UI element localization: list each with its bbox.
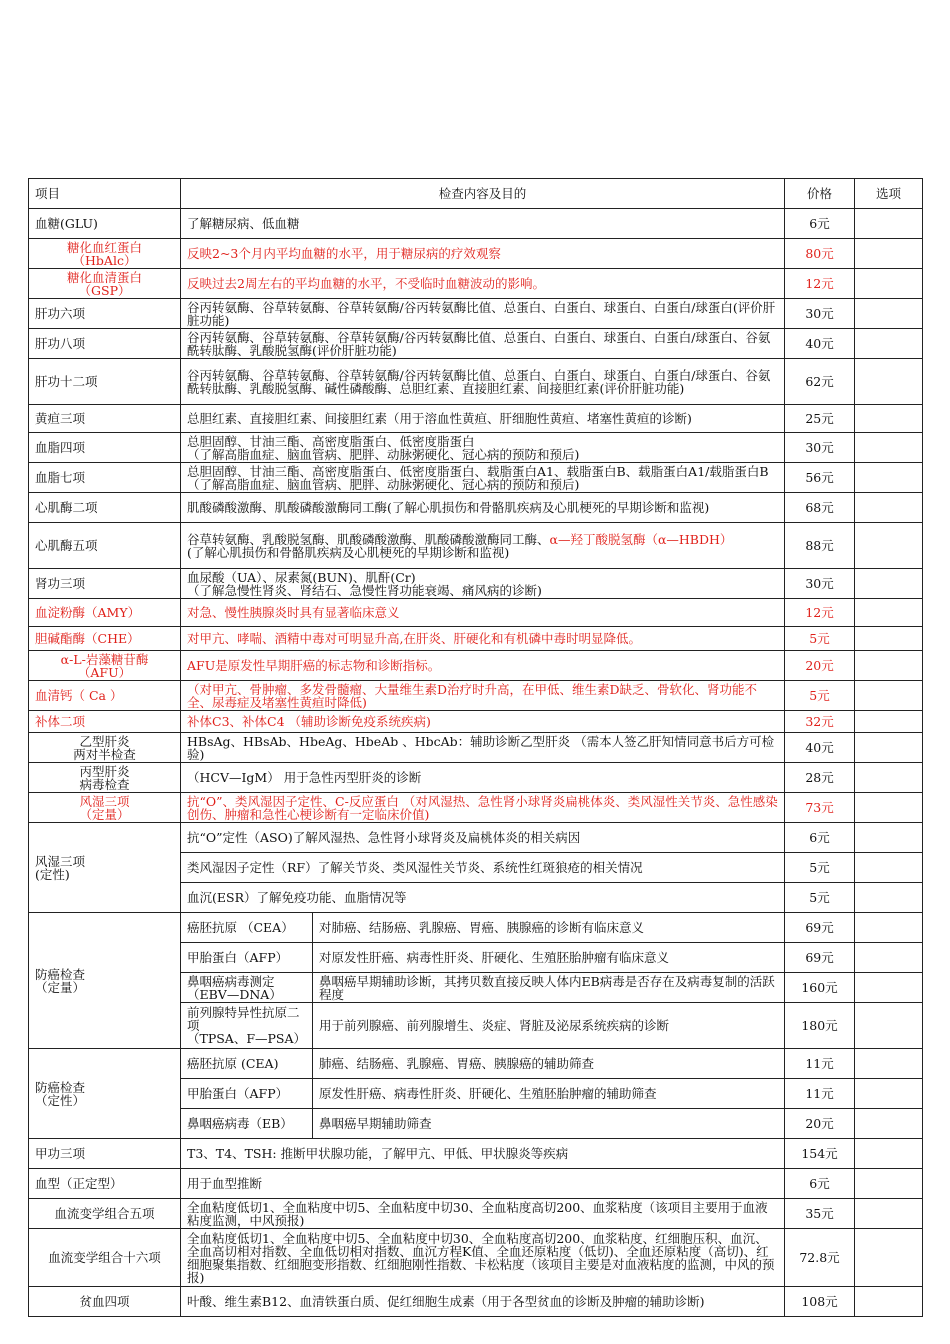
test-name: 鼻咽癌病毒测定 （EBV—DNA） (181, 973, 313, 1003)
test-name: 血脂七项 (29, 463, 181, 493)
table-row (29, 239, 923, 269)
option-cell[interactable] (855, 763, 923, 793)
option-cell[interactable] (855, 973, 923, 1003)
test-price: 108元 (785, 1287, 855, 1317)
test-name: 血糖(GLU) (29, 209, 181, 239)
header-price: 价格 (785, 179, 855, 209)
header-item: 项目 (29, 179, 181, 209)
test-name: 糖化血红蛋白 （HbAlc） (29, 239, 181, 269)
option-cell[interactable] (855, 405, 923, 433)
test-price: 180元 (785, 1003, 855, 1049)
test-price: 35元 (785, 1199, 855, 1229)
test-description: 用于血型推断 (181, 1169, 785, 1199)
test-description: 反映2~3个月内平均血糖的水平，用于糖尿病的疗效观察 (181, 239, 785, 269)
test-name: α-L-岩藻糖苷酶 （AFU） (29, 651, 181, 681)
table-row (29, 913, 923, 943)
test-name: 血流变学组合五项 (29, 1199, 181, 1229)
option-cell[interactable] (855, 269, 923, 299)
test-description: 抗“O”、类风湿因子定性、C-反应蛋白 （对风湿热、急性肾小球肾炎扁桃体炎、类风湿性关节炎、急性感染创伤、肿瘤和急性心梗诊断有一定临床价值) (181, 793, 785, 823)
table-row (29, 599, 923, 627)
option-cell[interactable] (855, 627, 923, 651)
test-description: 肌酸磷酸激酶、肌酸磷酸激酶同工酶(了解心肌损伤和骨骼肌疾病及心肌梗死的早期诊断和监视) (181, 493, 785, 523)
test-price: 25元 (785, 405, 855, 433)
table-row (29, 823, 923, 853)
option-cell[interactable] (855, 853, 923, 883)
table-row (29, 463, 923, 493)
option-cell[interactable] (855, 1287, 923, 1317)
test-name: 乙型肝炎 两对半检查 (29, 733, 181, 763)
table-row (29, 299, 923, 329)
test-price: 12元 (785, 269, 855, 299)
test-price: 30元 (785, 299, 855, 329)
group-name: 防癌检查 （定量） (29, 913, 181, 1049)
table-row (29, 209, 923, 239)
option-cell[interactable] (855, 239, 923, 269)
lab-test-table (28, 178, 923, 1317)
option-cell[interactable] (855, 493, 923, 523)
test-name: 肝功六项 (29, 299, 181, 329)
table-row (29, 627, 923, 651)
test-name: 糖化血清蛋白 （GSP） (29, 269, 181, 299)
test-price: 56元 (785, 463, 855, 493)
option-cell[interactable] (855, 711, 923, 733)
test-price: 12元 (785, 599, 855, 627)
test-description: 补体C3、补体C4 （辅助诊断免疫系统疾病) (181, 711, 785, 733)
option-cell[interactable] (855, 569, 923, 599)
option-cell[interactable] (855, 943, 923, 973)
test-description: 谷丙转氨酶、谷草转氨酶、谷草转氨酶/谷丙转氨酶比值、总蛋白、白蛋白、球蛋白、白蛋白/球蛋白(评价肝脏功能) (181, 299, 785, 329)
option-cell[interactable] (855, 1139, 923, 1169)
test-price: 72.8元 (785, 1229, 855, 1287)
test-price: 28元 (785, 763, 855, 793)
test-description: 总胆红素、直接胆红素、间接胆红素（用于溶血性黄疸、肝细胞性黄疸、堵塞性黄疸的诊断) (181, 405, 785, 433)
table-row (29, 1049, 923, 1079)
option-cell[interactable] (855, 651, 923, 681)
test-description: 抗“O”定性（ASO)了解风湿热、急性肾小球肾炎及扁桃体炎的相关病因 (181, 823, 785, 853)
test-price: 73元 (785, 793, 855, 823)
option-cell[interactable] (855, 1079, 923, 1109)
description-part: α—羟丁酸脱氢酶（α—HBDH） (549, 531, 733, 547)
test-description: 谷丙转氨酶、谷草转氨酶、谷草转氨酶/谷丙转氨酶比值、总蛋白、白蛋白、球蛋白、白蛋白/球蛋白、谷氨酰转肽酶、乳酸脱氢酶(评价肝脏功能) (181, 329, 785, 359)
test-name: 肝功十二项 (29, 359, 181, 405)
test-description: 对原发性肝癌、病毒性肝炎、肝硬化、生殖胚胎肿瘤有临床意义 (313, 943, 785, 973)
test-name: 甲胎蛋白（AFP） (181, 1079, 313, 1109)
option-cell[interactable] (855, 1229, 923, 1287)
table-row (29, 433, 923, 463)
test-description: 了解糖尿病、低血糖 (181, 209, 785, 239)
option-cell[interactable] (855, 681, 923, 711)
table-row (29, 1229, 923, 1287)
table-row (29, 523, 923, 569)
test-price: 154元 (785, 1139, 855, 1169)
header-option: 选项 (855, 179, 923, 209)
test-name: 血清钙（ Ca ） (29, 681, 181, 711)
option-cell[interactable] (855, 793, 923, 823)
table-row (29, 405, 923, 433)
test-price: 62元 (785, 359, 855, 405)
test-price: 40元 (785, 329, 855, 359)
table-row (29, 493, 923, 523)
test-name: 心肌酶二项 (29, 493, 181, 523)
test-description: 总胆固醇、甘油三酯、高密度脂蛋白、低密度脂蛋白 （了解高脂血症、脑血管病、肥胖、动脉粥硬化、冠心病的预防和预后) (181, 433, 785, 463)
test-name: 黄疸三项 (29, 405, 181, 433)
test-name: 胆碱酯酶（CHE） (29, 627, 181, 651)
option-cell[interactable] (855, 1169, 923, 1199)
table-row (29, 733, 923, 763)
option-cell[interactable] (855, 299, 923, 329)
test-price: 6元 (785, 209, 855, 239)
table-row (29, 1139, 923, 1169)
test-description: 血沉(ESR）了解免疫功能、血脂情况等 (181, 883, 785, 913)
test-price: 68元 (785, 493, 855, 523)
description-part: (了解心肌损伤和骨骼肌疾病及心肌梗死的早期诊断和监视) (187, 544, 510, 560)
test-name: 癌胚抗原 (CEA) (181, 1049, 313, 1079)
option-cell[interactable] (855, 1049, 923, 1079)
test-description: 对急、慢性胰腺炎时具有显著临床意义 (181, 599, 785, 627)
test-name: 鼻咽癌病毒（EB） (181, 1109, 313, 1139)
option-cell[interactable] (855, 1003, 923, 1049)
table-row (29, 651, 923, 681)
option-cell[interactable] (855, 523, 923, 569)
test-name: 贫血四项 (29, 1287, 181, 1317)
test-price: 30元 (785, 433, 855, 463)
test-name: 癌胚抗原 （CEA） (181, 913, 313, 943)
test-name: 风湿三项 （定量） (29, 793, 181, 823)
test-price: 5元 (785, 681, 855, 711)
table-row (29, 329, 923, 359)
test-price: 20元 (785, 1109, 855, 1139)
table-row (29, 711, 923, 733)
test-description: 类风湿因子定性（RF）了解关节炎、类风湿性关节炎、系统性红斑狼疮的相关情况 (181, 853, 785, 883)
test-description: 原发性肝癌、病毒性肝炎、肝硬化、生殖胚胎肿瘤的辅助筛查 (313, 1079, 785, 1109)
option-cell[interactable] (855, 1109, 923, 1139)
table-header-row (29, 179, 923, 209)
table-row (29, 1287, 923, 1317)
test-name: 血脂四项 (29, 433, 181, 463)
test-name: 补体二项 (29, 711, 181, 733)
test-name: 血淀粉酶（AMY） (29, 599, 181, 627)
test-description: 总胆固醇、甘油三酯、高密度脂蛋白、低密度脂蛋白、载脂蛋白A1、载脂蛋白B、载脂蛋白A1/载脂蛋白B（了解高脂血症、脑血管病、肥胖、动脉粥硬化、冠心病的预防和预后) (181, 463, 785, 493)
test-price: 5元 (785, 883, 855, 913)
test-price: 30元 (785, 569, 855, 599)
group-name: 风湿三项 (定性) (29, 823, 181, 913)
test-description: 叶酸、维生素B12、血清铁蛋白质、促红细胞生成素（用于各型贫血的诊断及肿瘤的辅助诊断) (181, 1287, 785, 1317)
test-price: 5元 (785, 627, 855, 651)
test-description: 用于前列腺癌、前列腺增生、炎症、肾脏及泌尿系统疾病的诊断 (313, 1003, 785, 1049)
table-row (29, 569, 923, 599)
option-cell[interactable] (855, 359, 923, 405)
option-cell[interactable] (855, 329, 923, 359)
test-name: 血型（正定型） (29, 1169, 181, 1199)
test-description: 肺癌、结肠癌、乳腺癌、胃癌、胰腺癌的辅助筛查 (313, 1049, 785, 1079)
table-row (29, 681, 923, 711)
test-description: 对肺癌、结肠癌、乳腺癌、胃癌、胰腺癌的诊断有临床意义 (313, 913, 785, 943)
option-cell[interactable] (855, 913, 923, 943)
test-name: 肝功八项 (29, 329, 181, 359)
test-price: 11元 (785, 1049, 855, 1079)
test-description: 谷丙转氨酶、谷草转氨酶、谷草转氨酶/谷丙转氨酶比值、总蛋白、白蛋白、球蛋白、白蛋白/球蛋白、谷氨酰转肽酶、乳酸脱氢酶、碱性磷酸酶、总胆红素、直接胆红素、间接胆红素(评价肝脏功能) (181, 359, 785, 405)
test-price: 11元 (785, 1079, 855, 1109)
test-name: 甲胎蛋白（AFP） (181, 943, 313, 973)
test-description: AFU是原发性早期肝癌的标志物和诊断指标。 (181, 651, 785, 681)
test-name: 血流变学组合十六项 (29, 1229, 181, 1287)
test-price: 160元 (785, 973, 855, 1003)
test-description: 全血粘度低切1、全血粘度中切5、全血粘度中切30、全血粘度高切200、血浆粘度（该项目主要用于血液粘度监测，中风预报) (181, 1199, 785, 1229)
header-content: 检查内容及目的 (181, 179, 785, 209)
option-cell[interactable] (855, 463, 923, 493)
test-name: 前列腺特异性抗原二项 （TPSA、F—PSA） (181, 1003, 313, 1049)
test-description (181, 523, 785, 569)
test-name: 肾功三项 (29, 569, 181, 599)
test-price: 5元 (785, 853, 855, 883)
test-price: 40元 (785, 733, 855, 763)
table-row (29, 763, 923, 793)
test-price: 6元 (785, 1169, 855, 1199)
test-description: 对甲亢、哮喘、酒精中毒对可明显升高,在肝炎、肝硬化和有机磷中毒时明显降低。 (181, 627, 785, 651)
option-cell[interactable] (855, 1199, 923, 1229)
table-row (29, 269, 923, 299)
test-description: （对甲亢、骨肿瘤、多发骨髓瘤、大量维生素D治疗时升高，在甲低、维生素D缺乏、骨软化、肾功能不全、尿毒症及堵塞性黄疸时降低) (181, 681, 785, 711)
test-name: 甲功三项 (29, 1139, 181, 1169)
table-row (29, 359, 923, 405)
option-cell[interactable] (855, 209, 923, 239)
test-name: 丙型肝炎 病毒检查 (29, 763, 181, 793)
option-cell[interactable] (855, 433, 923, 463)
test-description: HBsAg、HBsAb、HbeAg、HbeAb 、HbcAb：辅助诊断乙型肝炎 （需本人签乙肝知情同意书后方可检验) (181, 733, 785, 763)
test-description: （HCV—IgM） 用于急性丙型肝炎的诊断 (181, 763, 785, 793)
test-price: 69元 (785, 913, 855, 943)
option-cell[interactable] (855, 733, 923, 763)
test-price: 6元 (785, 823, 855, 853)
table-row (29, 1169, 923, 1199)
test-price: 69元 (785, 943, 855, 973)
option-cell[interactable] (855, 883, 923, 913)
option-cell[interactable] (855, 599, 923, 627)
test-price: 88元 (785, 523, 855, 569)
test-description: 鼻咽癌早期辅助诊断，其拷贝数直接反映人体内EB病毒是否存在及病毒复制的活跃程度 (313, 973, 785, 1003)
test-price: 80元 (785, 239, 855, 269)
group-name: 防癌检查 （定性） (29, 1049, 181, 1139)
test-description: 全血粘度低切1、全血粘度中切5、全血粘度中切30、全血粘度高切200、血浆粘度、红细胞压积、血沉、全血高切相对指数、全血低切相对指数、血沉方程K值、全血还原粘度（低切)、全血还原粘度（高切)、红细胞聚集指数、红细胞变形指数、红细胞刚性指数、卡松粘度（该项目主要是对血液粘度的监测，中风的预报) (181, 1229, 785, 1287)
test-description: 反映过去2周左右的平均血糖的水平，不受临时血糖波动的影响。 (181, 269, 785, 299)
table-row (29, 1199, 923, 1229)
description-part: 谷草转氨酶、乳酸脱氢酶、肌酸磷酸激酶、肌酸磷酸激酶同工酶、 (187, 531, 550, 547)
option-cell[interactable] (855, 823, 923, 853)
table-row (29, 793, 923, 823)
test-description: 血尿酸（UA）、尿素氮(BUN)、肌酐(Cr) （了解急慢性肾炎、肾结石、急慢性肾功能衰竭、痛风病的诊断) (181, 569, 785, 599)
test-price: 32元 (785, 711, 855, 733)
test-description: 鼻咽癌早期辅助筛查 (313, 1109, 785, 1139)
test-name: 心肌酶五项 (29, 523, 181, 569)
test-description: T3、T4、TSH: 推断甲状腺功能，了解甲亢、甲低、甲状腺炎等疾病 (181, 1139, 785, 1169)
test-price: 20元 (785, 651, 855, 681)
